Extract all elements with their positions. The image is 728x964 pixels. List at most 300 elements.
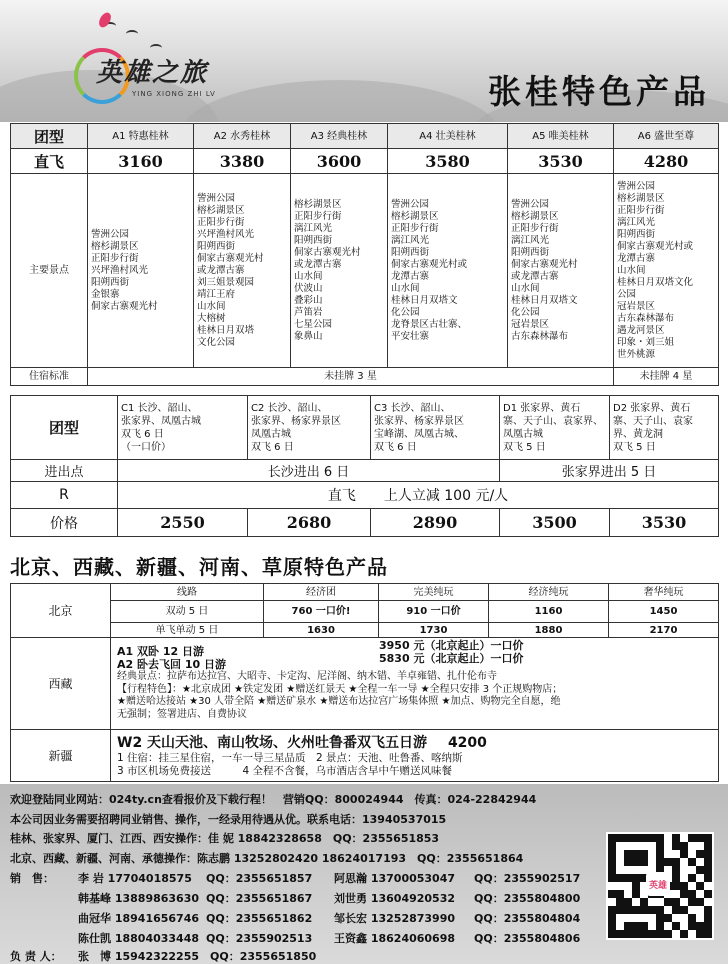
price-cell: 1880 [489,623,609,638]
price-cell: 1630 [264,623,379,638]
sales-qq: QQ：2355651867 [206,892,313,905]
bg-hill [180,80,500,122]
price-cell: 3380 [194,149,291,174]
qr-module [664,922,672,930]
qr-module [648,930,656,938]
qr-module [656,914,664,922]
sales-name: 王资鑫 18624060698 [334,932,456,945]
spots-label: 主要景点 [11,174,88,368]
list-item: 阳朔西街 [391,246,430,258]
qr-module [632,882,640,890]
spots-list [88,174,194,368]
sales-name: 陈仕凯 18804033448 [78,932,200,945]
qr-module [696,850,704,858]
stay-standard: 未挂牌 3 星 [88,368,614,386]
list-item: 榕杉湖景区 [197,204,245,216]
tour-col [248,396,371,460]
qr-module [696,842,704,850]
r-text: 直飞 上人立减 100 元/人 [118,482,719,509]
list-item: 正阳步行街 [197,216,245,228]
qr-module [696,890,704,898]
qr-module [616,914,624,922]
list-item: 桂林日月双塔文化 [617,276,694,288]
list-item: 化公园 [391,306,420,318]
table-row [11,149,719,174]
inout-value: 长沙进出 6 日 [118,460,500,482]
list-item: 正阳步行街 [391,222,439,234]
sales-name: 韩基峰 13889863630 [78,892,200,905]
price-cell: 2170 [609,623,719,638]
list-item: （一口价） [121,441,171,453]
qr-module [664,858,672,866]
footer-website: 欢迎登陆同业网站：024ty.cn查看报价及下载行程！ 营销QQ：800024944 传真：024-22842944 [10,793,537,806]
list-item: 正阳步行街 [294,210,342,222]
qr-module [624,866,632,874]
list-item: 阳朔西街 [91,276,130,288]
qr-module [632,890,640,898]
spots-list [388,174,508,368]
qr-module [672,842,680,850]
price-cell: 3530 [610,509,719,537]
list-item: 或龙潭古寨 [197,264,245,276]
qr-module [608,834,616,842]
qr-module [680,882,688,890]
qr-module [640,930,648,938]
tour-col [118,396,248,460]
brand-sub: YING XIONG ZHI LV [132,90,216,98]
qr-module [664,930,672,938]
sales-qq: QQ：2355651862 [206,912,313,925]
list-item: 冠岩景区 [617,300,656,312]
list-item: C1 长沙、韶山、 [121,402,198,414]
list-item: 或龙潭古寨 [511,270,559,282]
qr-module [624,858,632,866]
sales-name: 曲冠华 18941656746 [78,912,200,925]
list-item: 漓江风光 [294,222,333,234]
qr-module [680,922,688,930]
qr-module [616,898,624,906]
qr-module [624,906,632,914]
list-item: 伏波山 [294,282,323,294]
qr-module [624,914,632,922]
qr-module [688,866,696,874]
list-item: 双飞 5 日 [613,441,656,453]
price-cell: 1450 [609,601,719,623]
qr-module [680,898,688,906]
list-item: 榕杉湖景区 [617,192,665,204]
list-item: 古东森林瀑布 [617,312,675,324]
qr-module [640,858,648,866]
qr-module [680,874,688,882]
qr-module [704,858,712,866]
qr-module [696,898,704,906]
qr-module [664,850,672,858]
qr-module [656,906,664,914]
qr-module [616,882,624,890]
qr-module [696,858,704,866]
list-item: 訾洲公园 [617,180,656,192]
list-item: 平安壮寨 [391,330,430,342]
spots-list [614,174,719,368]
qr-module [632,898,640,906]
price-cell: 1730 [379,623,489,638]
qr-module [672,858,680,866]
sales-qq: QQ：2355902513 [206,932,313,945]
list-item: 刘三姐景观园 [197,276,255,288]
list-item: 龙潭古寨 [617,252,656,264]
qr-module [672,930,680,938]
qr-module [688,882,696,890]
qr-module [616,866,624,874]
price-cell: 1160 [489,601,609,623]
qr-module [704,834,712,842]
footer-op2: 北京、西藏、新疆、河南、承德操作：陈志鹏 13252802420 18624017193 QQ：2355651864 [10,852,524,865]
list-item: C2 长沙、韶山、 [251,402,328,414]
qr-module [648,842,656,850]
qr-module [608,914,616,922]
spots-list [194,174,291,368]
sales-qq: QQ：2355804804 [474,912,581,925]
list-item: 金银寨 [91,288,120,300]
qr-module [672,914,680,922]
footer-op1: 桂林、张家界、厦门、江西、西安操作：佳 妮 18842328658 QQ：2355651853 [10,832,440,845]
qr-module [688,890,696,898]
qr-module [696,866,704,874]
list-item: 正阳步行街 [511,222,559,234]
qr-module [608,842,616,850]
qr-module [696,882,704,890]
qr-module [632,906,640,914]
list-item: 正阳步行街 [617,204,665,216]
col-head: 经济纯玩 [489,584,609,601]
list-item: 兴坪渔村风光 [91,264,149,276]
inout-value: 张家界进出 5 日 [500,460,719,482]
list-item: 侗家古寨观光村 [294,246,361,258]
list-item: 山水间 [294,270,323,282]
list-item: 印象・刘三姐 [617,336,675,348]
qr-module [640,914,648,922]
qr-module [640,906,648,914]
qr-module [680,866,688,874]
tibet-line: 无强制；签署进店、自费协议 [117,708,247,720]
qr-module [704,890,712,898]
qr-module [672,874,680,882]
price-cell: 2680 [248,509,371,537]
head-label: 负 责 人： [10,950,62,963]
list-item: 訾洲公园 [391,198,430,210]
price-cell: 3600 [291,149,388,174]
bird-icon [126,30,138,38]
qr-module [616,890,624,898]
spots-list [291,174,388,368]
inout-label: 进出点 [11,460,118,482]
tibet-line: A1 双卧 12 日游 [117,645,204,658]
list-item: 双飞 6 日 [251,441,294,453]
list-item: 兴坪渔村风光 [197,228,255,240]
col-head: 经济团 [264,584,379,601]
list-item: 漓江风光 [511,234,550,246]
list-item: 寨、天子山、袁家 [613,415,693,427]
qr-module [704,930,712,938]
qr-module [656,922,664,930]
qr-module [608,874,616,882]
list-item: 訾洲公园 [91,228,130,240]
qr-module [632,834,640,842]
list-item: 宝峰湖、凤凰古城、 [374,428,464,440]
qr-module [704,866,712,874]
qr-module [704,906,712,914]
section-title: 北京、西藏、新疆、河南、草原特色产品 [10,555,388,579]
head-contact: 张 博 15942322255 QQ：2355651850 [78,950,317,963]
price-label: 价格 [11,509,118,537]
list-item: 桂林日月双塔 [197,324,255,336]
list-item: C3 长沙、韶山、 [374,402,451,414]
qr-module [616,922,624,930]
sales-name: 阿思瀚 13700053047 [334,872,456,885]
qr-module [696,834,704,842]
qr-module [624,850,632,858]
tibet-line: 【行程特色】：★北京成团 ★铁定发团 ★赠送红景天 ★全程一车一导 ★全程只安排 3 个正规购物店； [117,683,563,695]
stay-standard: 未挂牌 4 星 [614,368,719,386]
list-item: 双飞 6 日 [374,441,417,453]
qr-module [704,922,712,930]
qr-module [664,906,672,914]
list-item: 榕杉湖景区 [391,210,439,222]
list-item: 遇龙河景区 [617,324,665,336]
qr-module [624,898,632,906]
bird-icon [150,44,162,52]
tour-col: A4 壮美桂林 [388,124,508,149]
qr-module [608,866,616,874]
price-cell: 3160 [88,149,194,174]
list-item: 古东森林瀑布 [511,330,569,342]
qr-module [632,866,640,874]
brand-name: 英雄之旅 [96,58,209,88]
qr-module [688,930,696,938]
list-item: 七星公园 [294,318,333,330]
qr-module [648,906,656,914]
qr-module [640,850,648,858]
qr-module [656,834,664,842]
list-item: 大榕树 [197,312,226,324]
price-cell: 4280 [614,149,719,174]
footer-recruit: 本公司因业务需要招聘同业销售、操作，一经录用待遇从优。联系电话：13940537015 [10,813,447,826]
tour-col: A6 盛世至尊 [614,124,719,149]
qr-module [632,914,640,922]
qr-module [616,930,624,938]
qr-module [640,842,648,850]
qr-module [680,842,688,850]
price-label: 直飞 [11,149,88,174]
page-title: 张桂特色产品 [488,72,710,111]
xj-price: 4200 [447,734,487,751]
qr-module [640,898,648,906]
list-item: 叠彩山 [294,294,323,306]
qr-module [672,922,680,930]
list-item: 张家界、杨家界景区 [374,415,464,427]
region-label: 西藏 [11,638,111,730]
region-label: 北京 [11,584,111,638]
list-item: 訾洲公园 [511,198,550,210]
tour-col: A3 经典桂林 [291,124,388,149]
list-item: 双飞 5 日 [503,441,546,453]
qr-module [648,858,656,866]
sales-name: 邹长宏 13252873990 [334,912,456,925]
tour-col: A2 水秀桂林 [194,124,291,149]
list-item: 界、黄龙洞 [613,428,663,440]
price-cell: 2550 [118,509,248,537]
qr-module [688,858,696,866]
qr-module [688,906,696,914]
qr-module [704,914,712,922]
list-item: 正阳步行街 [91,252,139,264]
qr-module [640,834,648,842]
list-item: 侗家古寨观光村 [91,300,158,312]
list-item: 榕杉湖景区 [294,198,342,210]
qr-module [656,850,664,858]
qr-module [608,850,616,858]
table-row [11,601,719,623]
tour-col [610,396,719,460]
list-item: 张家界、杨家界景区 [251,415,341,427]
sales-name: 李 岩 17704018575 [78,872,192,885]
qr-module [616,858,624,866]
tibet-line: A2 卧去飞回 10 日游 [117,657,226,671]
qr-module [624,922,632,930]
qr-module [656,898,664,906]
tibet-line: ★赠送哈达接站 ★30 人带全陪 ★赠送矿泉水 ★赠送布达拉宫广场集体照 ★加点、购物完全自愿，绝 [117,696,561,707]
tour-col [500,396,610,460]
list-item: 漓江风光 [617,216,656,228]
sales-qq: QQ：2355804800 [474,892,581,905]
list-item: 公园 [617,288,637,300]
col-head: 完美纯玩 [379,584,489,601]
list-item: 龙潭古寨 [391,270,430,282]
qr-module [608,898,616,906]
qr-module [624,882,632,890]
list-item: 凤凰古城 [251,428,291,440]
list-item: 文化公园 [197,336,236,348]
xinjiang-detail [111,730,719,782]
qr-module [672,834,680,842]
qr-module [704,874,712,882]
qr-module [688,842,696,850]
list-item: 龙脊景区古壮寨、 [391,318,468,330]
xj-title-row [117,734,712,752]
qr-module [616,850,624,858]
table-row [11,584,719,601]
qr-module [640,922,648,930]
qr-module [632,858,640,866]
list-item: 阳朔西街 [617,228,656,240]
tour-col [371,396,500,460]
qr-module [656,858,664,866]
list-item: 榕杉湖景区 [511,210,559,222]
col-head: 团型 [11,124,88,149]
list-item: 张家界、凤凰古城 [121,415,201,427]
header-banner [0,0,728,122]
list-item: 芦笛岩 [294,306,323,318]
list-item: 靖江王府 [197,288,236,300]
xj-line: 1 住宿：挂三星住宿，一车一导三星品质 2 景点：天池、吐鲁番、喀纳斯 [117,751,463,764]
sales-qq: QQ：2355804806 [474,932,581,945]
route-cell: 双动 5 日 [111,601,264,623]
list-item: 阳朔西街 [197,240,236,252]
qr-module [680,890,688,898]
qr-module [624,834,632,842]
qr-module [608,906,616,914]
qr-module [632,930,640,938]
qr-module [688,922,696,930]
list-item: 世外桃源 [617,348,656,360]
table-row [11,368,719,386]
tibet-detail [111,638,719,730]
qr-module [696,874,704,882]
list-item: 侗家古寨观光村或 [617,240,694,252]
list-item: 双飞 6 日 [121,428,164,440]
qr-module [648,914,656,922]
spots-list [508,174,614,368]
list-item: 榕杉湖景区 [91,240,139,252]
qr-module [632,842,640,850]
qr-module [688,914,696,922]
qr-module [664,898,672,906]
stay-label: 住宿标准 [11,368,88,386]
qr-module [608,890,616,898]
list-item: 山水间 [391,282,420,294]
qr-module [624,874,632,882]
tour-col: A1 特惠桂林 [88,124,194,149]
table-row [11,638,719,730]
tibet-line: 经典景点：拉萨布达拉宫、大昭寺、卡定沟、尼洋阁、纳木错、羊卓雍错、扎什伦布寺 [117,671,497,682]
qr-module [688,898,696,906]
qr-module [688,874,696,882]
price-cell: 3500 [500,509,610,537]
qr-module [704,898,712,906]
table-row [11,124,719,149]
list-item: 侗家古寨观光村 [511,258,578,270]
qr-module [608,930,616,938]
list-item: D1 张家界、黄石 [503,402,581,414]
qr-module [648,834,656,842]
qr-module [696,922,704,930]
list-item: 冠岩景区 [511,318,550,330]
table-row [11,730,719,782]
table-row [11,460,719,482]
qr-module [696,930,704,938]
col-head: 线路 [111,584,264,601]
table-row [11,623,719,638]
qr-module [704,842,712,850]
qr-module [672,850,680,858]
qr-module [688,834,696,842]
table-row [11,482,719,509]
price-cell: 2890 [371,509,500,537]
qr-module [616,874,624,882]
qr-module [672,906,680,914]
list-item: 阳朔西街 [511,246,550,258]
list-item: 或龙潭古寨 [294,258,342,270]
guilin-table [10,123,719,386]
list-item: 侗家古寨观光村 [197,252,264,264]
table-row [11,396,719,460]
list-item: D2 张家界、黄石 [613,402,691,414]
qr-module [608,882,616,890]
list-item: 凤凰古城 [503,428,543,440]
tour-col: A5 唯美桂林 [508,124,614,149]
qr-module [680,914,688,922]
qr-module [624,890,632,898]
